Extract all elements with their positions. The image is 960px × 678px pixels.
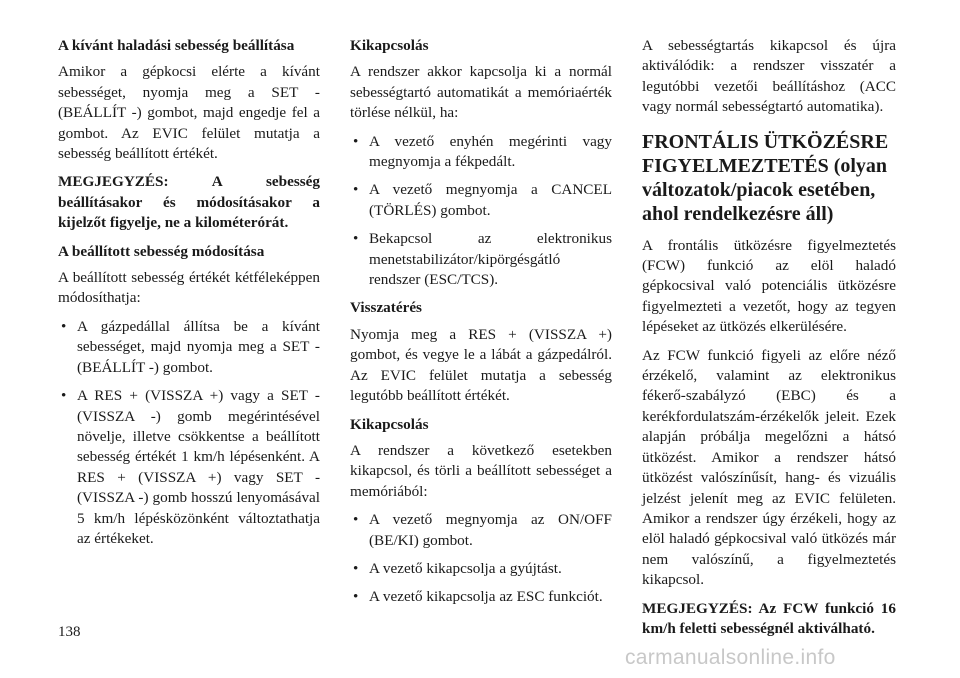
list-item: • A vezető enyhén megérinti vagy megnyomja a fékpedált. bbox=[350, 132, 612, 173]
bullet-list bbox=[350, 132, 612, 291]
list-item: • A vezető kikapcsolja az ESC funkciót. bbox=[350, 587, 612, 607]
subsection-heading: A kívánt haladási sebesség beállítása bbox=[58, 37, 295, 54]
body-paragraph: Amikor a gépkocsi elérte a kívánt sebességet, nyomja meg a SET - (BEÁLLÍT -) gombot, majd engedje fel a gombot. Az EVIC felület mutatja a sebesség beállított értékét. bbox=[58, 63, 320, 163]
list-item: • A gázpedállal állítsa be a kívánt sebességet, majd nyomja meg a SET - (BEÁLLÍT -) gombot. bbox=[58, 317, 320, 378]
subsection-heading: A beállított sebesség módosítása bbox=[58, 242, 265, 260]
note-paragraph: MEGJEGYZÉS: A sebesség beállításakor és módosításakor a kijelzőt figyelje, ne a kilométerórát. bbox=[58, 173, 320, 232]
note-paragraph: MEGJEGYZÉS: Az FCW funkció 16 km/h feletti sebességnél aktiválható. bbox=[642, 599, 896, 637]
body-paragraph: A rendszer a következő esetekben kikapcsol, és törli a beállított sebességet a memóriából: bbox=[350, 441, 612, 500]
subsection-heading: Visszatérés bbox=[350, 299, 422, 317]
bullet-list bbox=[350, 510, 612, 608]
list-item: • Bekapcsol az elektronikus menetstabilizátor/kipörgésgátló rendszer (ESC/TCS). bbox=[350, 229, 612, 290]
list-item: • A vezető megnyomja a CANCEL (TÖRLÉS) gombot. bbox=[350, 180, 612, 221]
column-middle bbox=[350, 36, 612, 616]
subsection-heading: Kikapcsolás bbox=[350, 415, 429, 433]
page-number: 138 bbox=[58, 624, 81, 640]
body-paragraph: Nyomja meg a RES + (VISSZA +) gombot, és vegye le a lábát a gázpedálról. Az EVIC felület mutatja a sebesség legutóbb beállított értékét. bbox=[350, 325, 612, 405]
column-right bbox=[642, 36, 896, 647]
watermark-link[interactable]: carmanualsonline.info bbox=[625, 646, 836, 669]
list-item: • A vezető kikapcsolja a gyújtást. bbox=[350, 559, 612, 579]
list-item: • A vezető megnyomja az ON/OFF (BE/KI) gombot. bbox=[350, 510, 612, 551]
bullet-list bbox=[58, 317, 320, 549]
body-paragraph: A frontális ütközésre figyelmeztetés (FCW) funkció az elöl haladó gépkocsival való potenciális ütközésre figyelmezteti a vezetőt, hogy az tegyen lépéseket az ütközés elkerülésére. bbox=[642, 236, 896, 336]
body-paragraph: Az FCW funkció figyeli az előre néző érzékelő, valamint az elektronikus fékerő-szabályzó (EBC) és a kerékfordulatszám-érzékelők jeleit. Ezek alapján próbálja megelőzni a hátsó ütközést. Amikor a rendszer hátsó ütközést valószínűsít, hang- és vizuális jelzést jelenít meg az EVIC felületen. Amikor a rendszer úgy érzékeli, hogy az elöl haladó gépkocsival való ütközés már nem valószínű, a figyelmeztetés kikapcsol. bbox=[642, 346, 896, 589]
subsection-heading: Kikapcsolás bbox=[350, 37, 429, 54]
body-paragraph: A beállított sebesség értékét kétféleképpen módosíthatja: bbox=[58, 269, 320, 307]
section-title: FRONTÁLIS ÜTKÖZÉSRE FIGYELMEZTETÉS (olyan változatok/piacok esetében, ahol rendelkezésre áll) bbox=[642, 130, 889, 225]
list-item: • A RES + (VISSZA +) vagy a SET - (VISSZA -) gomb megérintésével növelje, illetve csökkentse a beállított sebesség értékét 1 km/h lépésenként. A RES + (VISSZA +) vagy SET - (VISSZA -) gomb hosszú lenyomásával 5 km/h lépésközönként változtathatja az értékeket. bbox=[58, 386, 320, 549]
column-left bbox=[58, 36, 320, 557]
body-paragraph: A sebességtartás kikapcsol és újra aktiválódik: a rendszer visszatér a legutóbbi vezetői beállításhoz (ACC vagy normál sebességtartó automatika). bbox=[642, 37, 896, 116]
body-paragraph: A rendszer akkor kapcsolja ki a normál sebességtartó automatikát a memóriaérték törlése nélkül, ha: bbox=[350, 63, 612, 122]
